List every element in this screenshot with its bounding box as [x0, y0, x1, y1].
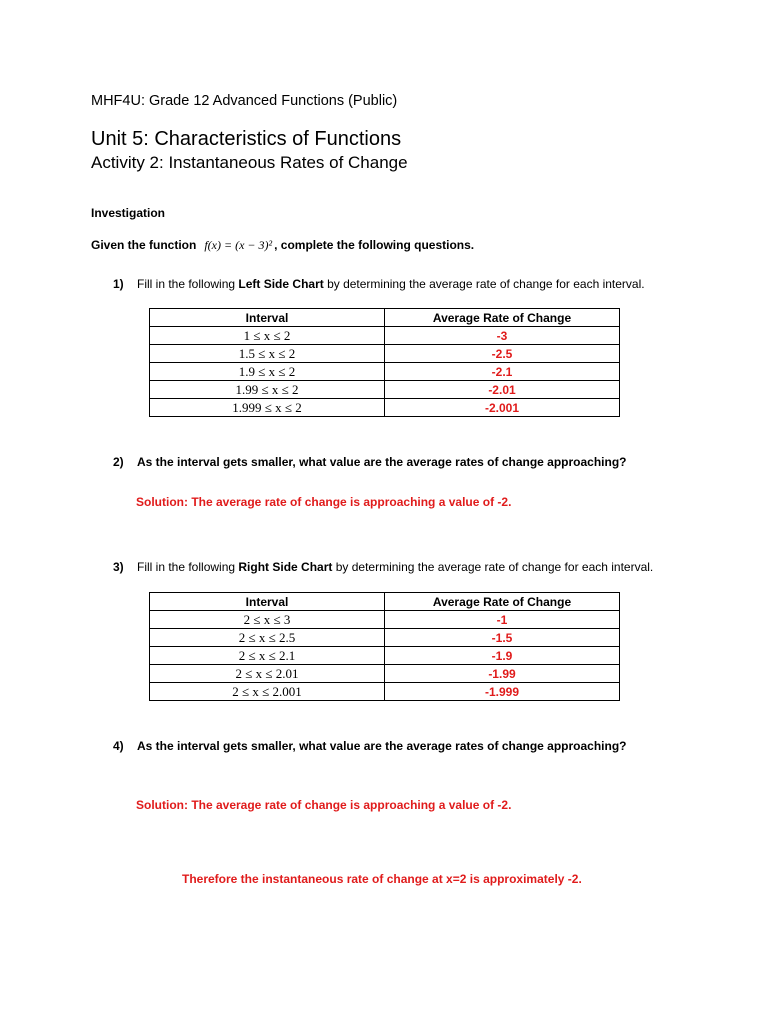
interval-cell: 1.5 ≤ x ≤ 2 [150, 345, 385, 363]
question-keyword: Left Side Chart [238, 277, 324, 291]
table-row [150, 363, 620, 381]
question-4 [113, 739, 627, 753]
solution-2: Solution: The average rate of change is approaching a value of -2. [136, 495, 512, 509]
arc-cell: -2.5 [385, 345, 620, 363]
left-side-chart [149, 308, 620, 417]
activity-title: Activity 2: Instantaneous Rates of Change [91, 153, 408, 172]
interval-cell: 1.99 ≤ x ≤ 2 [150, 381, 385, 399]
arc-cell: -1.9 [385, 647, 620, 665]
interval-cell: 2 ≤ x ≤ 2.001 [150, 683, 385, 701]
right-side-chart [149, 592, 620, 701]
interval-cell: 1.9 ≤ x ≤ 2 [150, 363, 385, 381]
interval-cell: 2 ≤ x ≤ 2.5 [150, 629, 385, 647]
arc-header: Average Rate of Change [385, 593, 620, 611]
arc-cell: -2.1 [385, 363, 620, 381]
question-text-post: by determining the average rate of change for each interval. [323, 277, 645, 291]
table-row [150, 629, 620, 647]
arc-cell: -1 [385, 611, 620, 629]
question-text-pre: Fill in the following [137, 277, 239, 291]
question-text: As the interval gets smaller, what value are the average rates of change approaching? [137, 455, 627, 469]
arc-cell: -1.5 [385, 629, 620, 647]
solution-4: Solution: The average rate of change is approaching a value of -2. [136, 798, 512, 812]
arc-cell: -3 [385, 327, 620, 345]
table-header-row [150, 593, 620, 611]
table-row [150, 647, 620, 665]
course-title: MHF4U: Grade 12 Advanced Functions (Public) [91, 93, 398, 109]
interval-cell: 2 ≤ x ≤ 2.01 [150, 665, 385, 683]
investigation-heading: Investigation [91, 206, 166, 220]
question-2 [113, 455, 627, 469]
table-row [150, 327, 620, 345]
table-row [150, 611, 620, 629]
table-row [150, 345, 620, 363]
table-row [150, 683, 620, 701]
arc-cell: -2.01 [385, 381, 620, 399]
interval-cell: 2 ≤ x ≤ 3 [150, 611, 385, 629]
question-number: 4) [113, 739, 124, 753]
question-3 [113, 560, 653, 574]
conclusion: Therefore the instantaneous rate of change at x=2 is approximately -2. [182, 872, 582, 886]
question-text: As the interval gets smaller, what value are the average rates of change approaching? [137, 739, 627, 753]
interval-cell: 1 ≤ x ≤ 2 [150, 327, 385, 345]
interval-cell: 2 ≤ x ≤ 2.1 [150, 647, 385, 665]
unit-title: Unit 5: Characteristics of Functions [91, 128, 402, 150]
arc-cell: -1.99 [385, 665, 620, 683]
question-keyword: Right Side Chart [238, 560, 333, 574]
given-suffix: , complete the following questions. [274, 238, 475, 252]
table-row [150, 665, 620, 683]
arc-cell: -2.001 [385, 399, 620, 417]
question-number: 2) [113, 455, 124, 469]
table-row [150, 381, 620, 399]
interval-header: Interval [150, 593, 385, 611]
question-text-post: by determining the average rate of change for each interval. [332, 560, 654, 574]
arc-cell: -1.999 [385, 683, 620, 701]
question-1 [113, 277, 645, 291]
table-header-row [150, 309, 620, 327]
arc-header: Average Rate of Change [385, 309, 620, 327]
function-expression: f(x) = (x − 3)² [204, 238, 273, 252]
question-text-pre: Fill in the following [137, 560, 239, 574]
interval-header: Interval [150, 309, 385, 327]
given-prefix: Given the function [91, 238, 197, 252]
given-function [91, 238, 474, 253]
question-number: 1) [113, 277, 124, 291]
table-row [150, 399, 620, 417]
question-number: 3) [113, 560, 124, 574]
interval-cell: 1.999 ≤ x ≤ 2 [150, 399, 385, 417]
